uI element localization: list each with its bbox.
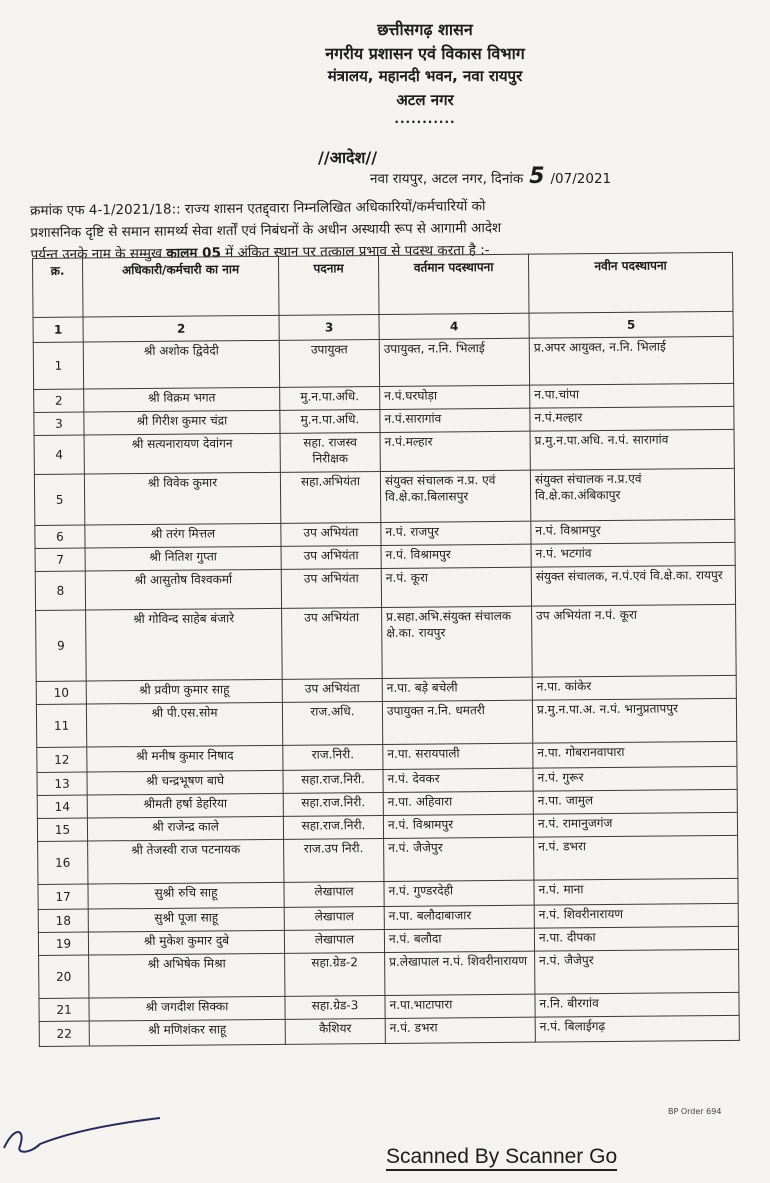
- table-row: [39, 949, 739, 998]
- cell-serial: 1: [33, 342, 83, 389]
- col-header-designation: पदनाम: [278, 255, 379, 315]
- cell-name: श्री तरंग मित्तल: [85, 523, 281, 548]
- cell-current-posting: संयुक्त संचालक न.प्र. एवं वि.क्षे.का.बिलासपुर: [380, 470, 530, 522]
- cell-designation: सहा.ग्रेड-3: [285, 995, 385, 1019]
- cell-designation: सहा.राज.निरी.: [283, 792, 383, 816]
- cell-new-posting: न.पं. गुरूर: [533, 766, 737, 791]
- cell-current-posting: प्र.सहा.अभि.संयुक्त संचालक क्षे.का. रायपुर: [382, 606, 533, 678]
- col-header-current-posting: वर्तमान पदस्थापना: [378, 254, 529, 314]
- cell-name: श्री विक्रम भगत: [84, 387, 280, 412]
- cell-current-posting: प्र.लेखापाल न.पं. शिवरीनारायण: [385, 951, 535, 995]
- cell-serial: 6: [35, 525, 85, 548]
- cell-designation: राज.अधि.: [282, 701, 382, 745]
- cell-current-posting: न.पं. कूरा: [381, 567, 531, 607]
- table-row: [34, 468, 734, 525]
- date-month-year: /07/2021: [550, 171, 612, 187]
- cell-new-posting: संयुक्त संचालक न.प्र.एवं वि.क्षे.का.अंबिकापुर: [530, 468, 734, 521]
- cell-serial: 16: [38, 841, 88, 884]
- cell-name: श्री पी.एस.सोम: [86, 702, 282, 747]
- cell-name: श्री प्रवीण कुमार साहू: [86, 679, 282, 704]
- cell-designation: उप अभियंता: [282, 678, 382, 702]
- bp-order-label: BP Order 694: [668, 1107, 722, 1116]
- cell-serial: 17: [38, 884, 88, 909]
- cell-new-posting: न.पा. जामुल: [533, 789, 737, 814]
- table-row: [36, 698, 736, 747]
- table-row: [39, 1015, 739, 1046]
- cell-new-posting: न.पं. रामानुजगंज: [533, 812, 737, 837]
- cell-designation: राज.उप निरी.: [284, 838, 384, 882]
- order-date-line: [370, 164, 611, 189]
- cell-name: श्री अभिषेक मिश्रा: [89, 953, 285, 998]
- cell-current-posting: न.पं. देवकर: [383, 768, 533, 792]
- col-number: 2: [83, 315, 279, 342]
- order-title: //आदेश//: [318, 148, 378, 167]
- cell-serial: 8: [35, 571, 85, 610]
- cell-serial: 3: [34, 412, 84, 435]
- cell-serial: 15: [37, 818, 87, 841]
- table-header-row: [33, 252, 733, 317]
- cell-designation: सहा.राज.निरी.: [283, 815, 383, 839]
- header-department: नगरीय प्रशासन एवं विकास विभाग: [325, 44, 525, 63]
- cell-serial: 14: [37, 795, 87, 818]
- cell-new-posting: न.पं. विश्रामपुर: [531, 519, 735, 544]
- cell-name: श्री आसुतोष विश्वकर्मा: [85, 569, 281, 610]
- cell-serial: 5: [34, 474, 84, 525]
- cell-new-posting: प्र.मु.न.पा.अ. न.पं. भानुप्रतापपुर: [532, 698, 736, 743]
- cell-new-posting: न.पं. डभरा: [534, 835, 738, 880]
- cell-new-posting: प्र.अपर आयुक्त, न.नि. भिलाई: [529, 336, 733, 385]
- cell-current-posting: न.पा.भाटापारा: [385, 994, 535, 1018]
- cell-serial: 13: [37, 772, 87, 795]
- cell-serial: 11: [36, 704, 86, 747]
- cell-designation: लेखापाल: [284, 929, 384, 953]
- cell-new-posting: संयुक्त संचालक, न.पं.एवं वि.क्षे.का. रायपुर: [531, 565, 735, 606]
- table-row: [36, 604, 737, 681]
- cell-current-posting: न.पा. बड़े बचेली: [382, 677, 532, 701]
- cell-name: श्री मनीष कुमार निषाद: [87, 745, 283, 772]
- cell-designation: मु.न.पा.अधि.: [280, 409, 380, 433]
- cell-designation: राज.निरी.: [283, 744, 383, 770]
- col-number: 1: [33, 317, 83, 342]
- cell-serial: 12: [37, 747, 87, 772]
- cell-designation: लेखापाल: [284, 906, 384, 930]
- cell-name: श्री सत्यनारायण देवांगन: [84, 433, 280, 474]
- signature-mark: [0, 1100, 170, 1160]
- cell-designation: सहा.ग्रेड-2: [285, 952, 385, 996]
- cell-name: श्री नितिश गुप्ता: [85, 546, 281, 571]
- date-prefix: नवा रायपुर, अटल नगर, दिनांक: [370, 171, 524, 187]
- cell-new-posting: प्र.मु.न.पा.अधि. न.पं. सारागांव: [530, 429, 734, 470]
- cell-serial: 20: [39, 955, 89, 998]
- cell-serial: 22: [39, 1021, 89, 1046]
- cell-current-posting: न.पं.सारागांव: [380, 408, 530, 432]
- cell-name: श्री गोविन्द साहेब बंजारे: [86, 608, 283, 681]
- col-number: 3: [279, 314, 379, 340]
- cell-current-posting: उपायुक्त, न.नि. भिलाई: [379, 338, 529, 386]
- cell-new-posting: न.पा. गोबरानवापारा: [533, 741, 737, 768]
- cell-name: श्री गिरीश कुमार चंद्रा: [84, 410, 280, 435]
- col-header-serial: क्र.: [33, 258, 84, 317]
- cell-serial: 7: [35, 548, 85, 571]
- table-row: [33, 336, 733, 389]
- cell-designation: सहा. राजस्व निरीक्षक: [280, 432, 380, 472]
- cell-current-posting: न.पं. विश्रामपुर: [383, 814, 533, 838]
- cell-current-posting: न.पा. सरायपाली: [383, 743, 533, 769]
- cell-new-posting: न.पं.मल्हार: [530, 406, 734, 431]
- cell-serial: 4: [34, 435, 84, 474]
- cell-designation: मु.न.पा.अधि.: [280, 386, 380, 410]
- table-row: [35, 565, 735, 610]
- col-number: 5: [529, 311, 733, 338]
- scanner-watermark: Scanned By Scanner Go: [386, 1145, 617, 1171]
- cell-name: श्री विवेक कुमार: [84, 472, 280, 525]
- paragraph-line-2: प्रशासनिक दृष्टि से समान सामर्थ्य सेवा शर्तों एवं निबंधनों के अधीन अस्थायी रूप से आगामी आदेश: [30, 220, 502, 241]
- cell-designation: उप अभियंता: [281, 522, 381, 546]
- cell-current-posting: न.पा. बलौदाबाजार: [384, 905, 534, 929]
- cell-new-posting: न.पा. दीपका: [534, 926, 738, 951]
- header-city: अटल नगर: [396, 91, 454, 109]
- header-divider: ...........: [394, 112, 456, 126]
- cell-designation: सहा.राज.निरी.: [283, 769, 383, 793]
- cell-new-posting: न.पं. बिलाईगढ़: [535, 1015, 739, 1042]
- cell-current-posting: न.पं.घरघोड़ा: [380, 385, 530, 409]
- paragraph-line-1: क्रमांक एफ 4-1/2021/18:: राज्य शासन एतद्द्वारा निम्नलिखित अधिकारियों/कर्मचारियों को: [30, 198, 486, 219]
- cell-serial: 9: [36, 610, 87, 681]
- cell-new-posting: न.पं. शिवरीनारायण: [534, 903, 738, 928]
- cell-new-posting: न.पं. माना: [534, 878, 738, 905]
- cell-current-posting: न.पा. अहिवारा: [383, 791, 533, 815]
- cell-current-posting: न.पं. डभरा: [385, 1017, 535, 1043]
- header-address: मंत्रालय, महानदी भवन, नवा रायपुर: [327, 67, 523, 85]
- posting-table: [32, 252, 740, 1047]
- cell-current-posting: उपायुक्त न.नि. धमतरी: [382, 700, 532, 744]
- table-row: [34, 429, 734, 474]
- cell-serial: 10: [36, 681, 86, 704]
- cell-name: श्रीमती हर्षा डेहरिया: [87, 793, 283, 818]
- cell-designation: उप अभियंता: [281, 545, 381, 569]
- cell-serial: 2: [34, 389, 84, 412]
- cell-designation: सहा.अभियंता: [280, 471, 380, 523]
- col-number: 4: [379, 313, 529, 339]
- date-day: 5: [529, 164, 545, 189]
- cell-serial: 21: [39, 998, 89, 1021]
- cell-name: श्री राजेन्द्र काले: [87, 816, 283, 841]
- cell-serial: 19: [38, 932, 88, 955]
- cell-new-posting: न.नि. बीरगांव: [535, 992, 739, 1017]
- cell-new-posting: न.पा.चांपा: [530, 383, 734, 408]
- cell-current-posting: न.पं. गुण्डरदेही: [384, 880, 534, 906]
- col-header-name: अधिकारी/कर्मचारी का नाम: [83, 256, 280, 317]
- cell-designation: लेखापाल: [284, 881, 384, 907]
- cell-new-posting: उप अभियंता न.पं. कूरा: [532, 604, 737, 677]
- cell-name: सुश्री पूजा साहू: [88, 907, 284, 932]
- cell-designation: कैशियर: [285, 1018, 385, 1044]
- cell-name: सुश्री रुचि साहू: [88, 882, 284, 909]
- cell-name: श्री मणिशंकर साहू: [89, 1019, 285, 1046]
- header-government: छत्तीसगढ़ शासन: [377, 20, 473, 39]
- cell-name: श्री तेजस्वी राज पटनायक: [88, 839, 284, 884]
- cell-name: श्री अशोक द्विवेदी: [83, 340, 279, 389]
- cell-current-posting: न.पं. बलौदा: [384, 928, 534, 952]
- cell-designation: उपायुक्त: [279, 339, 379, 387]
- cell-name: श्री चन्द्रभूषण बाघे: [87, 770, 283, 795]
- cell-name: श्री मुकेश कुमार दुबे: [88, 930, 284, 955]
- table-row: [38, 835, 738, 884]
- paragraph-line-3: पर्यन्त उनके नाम के सम्मुख कालम 05 में अंकित स्थान पर तत्काल प्रभाव से पदस्थ करता है :-: [30, 242, 490, 263]
- cell-designation: उप अभियंता: [282, 607, 383, 679]
- cell-current-posting: न.पं.मल्हार: [380, 431, 530, 471]
- cell-new-posting: न.पं. भटगांव: [531, 542, 735, 567]
- cell-serial: 18: [38, 909, 88, 932]
- cell-current-posting: न.पं. जैजेपुर: [384, 837, 534, 881]
- cell-current-posting: न.पं. राजपुर: [381, 521, 531, 545]
- cell-new-posting: न.पं. जैजेपुर: [535, 949, 739, 994]
- cell-current-posting: न.पं. विश्रामपुर: [381, 544, 531, 568]
- cell-designation: उप अभियंता: [281, 568, 381, 608]
- cell-new-posting: न.पा. कांकेर: [532, 675, 736, 700]
- col-header-new-posting: नवीन पदस्थापना: [528, 252, 733, 313]
- cell-name: श्री जगदीश सिक्का: [89, 996, 285, 1021]
